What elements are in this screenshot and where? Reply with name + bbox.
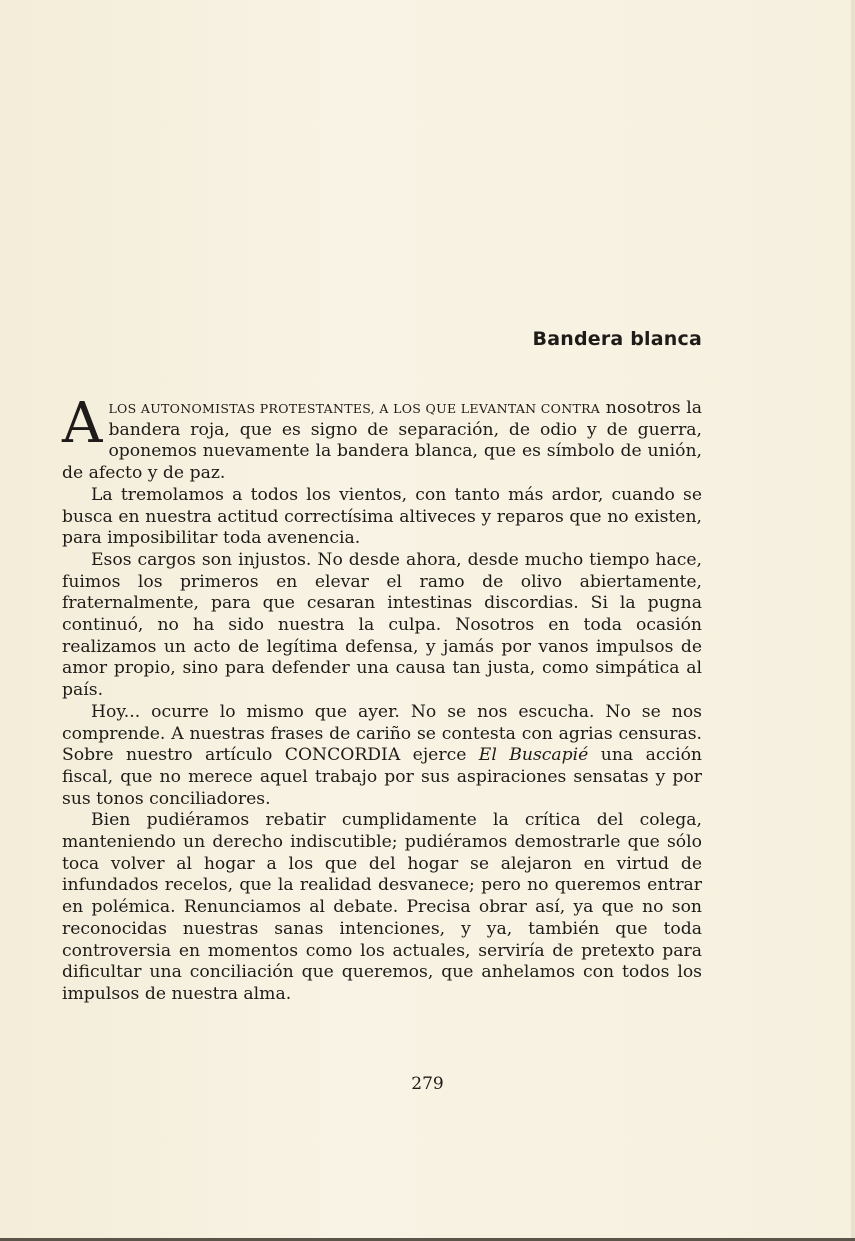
paragraph-4 <box>62 702 702 811</box>
article-title: Bandera blanca <box>532 328 702 350</box>
newspaper-name: El Buscapié <box>478 745 589 766</box>
drop-cap: A <box>62 391 103 456</box>
paragraph-4-text-a: Hoy... ocurre lo mismo que ayer. No se nos escucha. No se nos comprende. A nuestras frases de cariño se contesta con agrias censuras. Sobre nuestro artículo CONCORDIA ejerce <box>62 701 702 766</box>
paragraph-1 <box>62 391 702 485</box>
article-body <box>62 391 702 1006</box>
page-number: 279 <box>411 1074 444 1094</box>
paragraph-3: Esos cargos son injustos. No desde ahora, desde mucho tiempo hace, fuimos los primeros en elevar el ramo de olivo abiertamente, fraternalmente, para que cesaran intestinas discordias. Si la pugna continuó, no ha sido nuestra la culpa. Nosotros en toda ocasión realizamos un acto de legítima defensa, y jamás por vanos impulsos de amor propio, sino para defender una causa tan justa, como simpática al país. <box>62 549 702 701</box>
paragraph-4-text-b: una acción fiscal, que no merece aquel trabajo por sus aspiraciones sensatas y por sus tonos conciliadores. <box>62 745 702 809</box>
page-edge <box>851 0 855 1241</box>
paragraph-1-text: nosotros la bandera roja, que es signo de separación, de odio y de guerra, oponemos nuevamente la bandera blanca, que es símbolo de unión, de afecto y de paz. <box>62 398 702 484</box>
opening-smallcaps: LOS AUTONOMISTAS PROTESTANTES, A LOS QUE LEVANTAN CONTRA <box>108 401 601 416</box>
paragraph-5: Bien pudiéramos rebatir cumplidamente la crítica del colega, manteniendo un derecho indiscutible; pudiéramos demostrarle que sólo toca volver al hogar a los que del hogar se alejaron en virtud de infundados recelos, que la realidad desvanece; pero no queremos entrar en polémica. Renunciamos al debate. Precisa obrar así, ya que no son reconocidas nuestras sanas intenciones, y ya, también que toda controversia en momentos como los actuales, serviría de pretexto para dificultar una conciliación que queremos, que anhelamos con todos los impulsos de nuestra alma. <box>62 810 702 1004</box>
paragraph-2: La tremolamos a todos los vientos, con tanto más ardor, cuando se busca en nuestra actitud correctísima altiveces y reparos que no existen, para imposibilitar toda avenencia. <box>62 484 702 549</box>
